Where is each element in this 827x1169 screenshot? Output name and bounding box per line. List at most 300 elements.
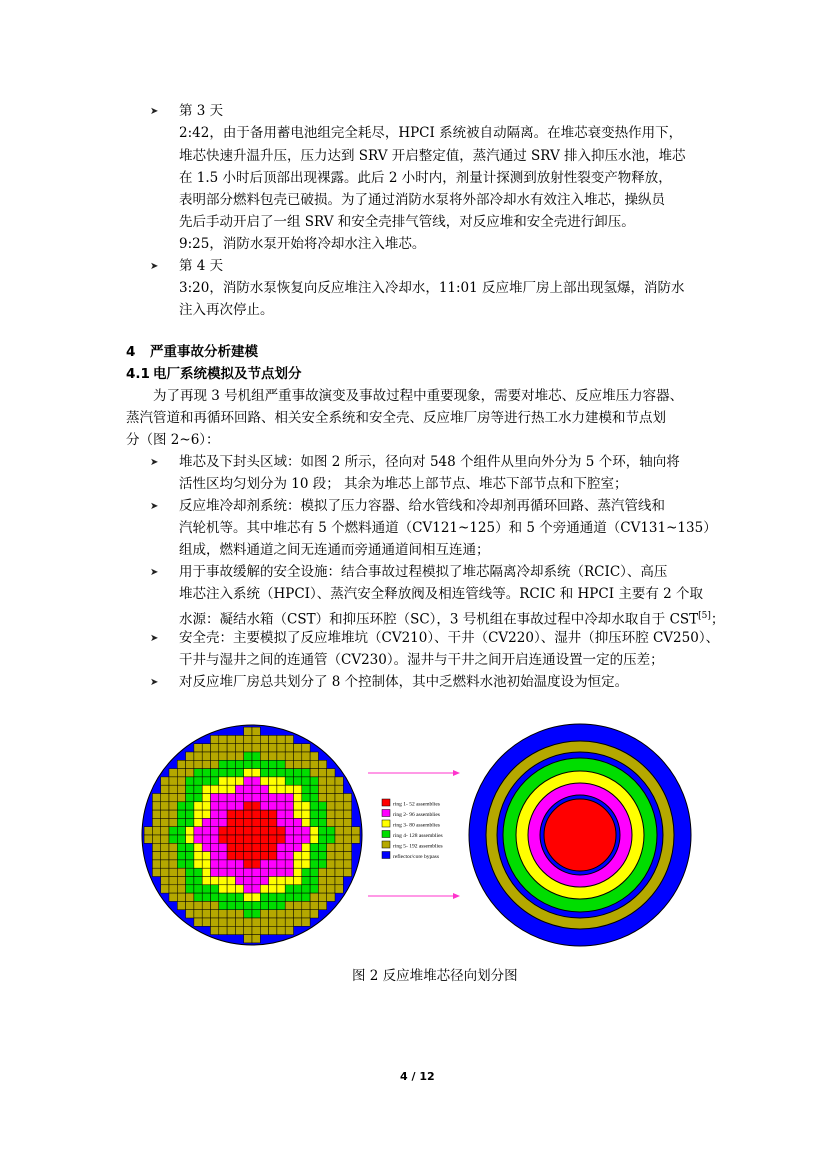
assembly-cell bbox=[177, 901, 185, 909]
assembly-cell bbox=[177, 785, 185, 793]
assembly-cell bbox=[252, 901, 260, 909]
assembly-cell bbox=[235, 777, 243, 785]
assembly-cell bbox=[194, 860, 202, 868]
assembly-cell bbox=[211, 760, 219, 768]
assembly-cell bbox=[202, 827, 210, 835]
assembly-cell bbox=[177, 868, 185, 876]
assembly-cell bbox=[219, 843, 227, 851]
assembly-cell bbox=[252, 893, 260, 901]
bullet-marker: ➤ bbox=[150, 677, 159, 688]
legend-swatch bbox=[382, 831, 390, 838]
assembly-cell bbox=[260, 910, 268, 918]
assembly-cell bbox=[310, 893, 318, 901]
bullet-3-line-1: 用于事故缓解的安全设施：结合事故过程模拟了堆芯隔离冷却系统（RCIC）、高压 bbox=[179, 564, 668, 580]
bullet-marker: ➤ bbox=[150, 106, 159, 117]
assembly-cell bbox=[161, 868, 169, 876]
assembly-cell bbox=[310, 877, 318, 885]
assembly-cell bbox=[194, 835, 202, 843]
assembly-cell bbox=[152, 868, 160, 876]
assembly-cell bbox=[211, 769, 219, 777]
assembly-cell bbox=[310, 752, 318, 760]
assembly-cell bbox=[211, 752, 219, 760]
assembly-cell bbox=[219, 735, 227, 743]
assembly-cell bbox=[260, 835, 268, 843]
assembly-cell bbox=[294, 918, 302, 926]
bullet-2-line-1: 反应堆冷却剂系统：模拟了压力容器、给水管线和冷却剂再循环回路、蒸汽管线和 bbox=[179, 498, 665, 514]
bullet-2-line-3: 组成，燃料通道之间无连通而旁通通道间相互连通； bbox=[179, 542, 490, 558]
assembly-cell bbox=[260, 926, 268, 934]
assembly-cell bbox=[202, 760, 210, 768]
assembly-cell bbox=[186, 810, 194, 818]
assembly-cell bbox=[194, 760, 202, 768]
assembly-cell bbox=[169, 818, 177, 826]
assembly-cell bbox=[211, 885, 219, 893]
core-radial-figure bbox=[140, 715, 695, 955]
assembly-cell bbox=[219, 777, 227, 785]
assembly-cell bbox=[227, 818, 235, 826]
assembly-cell bbox=[269, 769, 277, 777]
assembly-cell bbox=[285, 885, 293, 893]
assembly-cell bbox=[211, 877, 219, 885]
assembly-cell bbox=[294, 760, 302, 768]
assembly-cell bbox=[219, 760, 227, 768]
assembly-cell bbox=[169, 810, 177, 818]
assembly-cell bbox=[252, 868, 260, 876]
assembly-cell bbox=[335, 860, 343, 868]
assembly-cell bbox=[285, 893, 293, 901]
assembly-cell bbox=[235, 893, 243, 901]
assembly-cell bbox=[277, 794, 285, 802]
assembly-cell bbox=[335, 835, 343, 843]
assembly-cell bbox=[227, 852, 235, 860]
assembly-cell bbox=[186, 910, 194, 918]
bullet-5-line-1: 对反应堆厂房总共划分了 8 个控制体，其中乏燃料水池初始温度设为恒定。 bbox=[179, 674, 629, 690]
assembly-cell bbox=[227, 802, 235, 810]
assembly-cell bbox=[152, 794, 160, 802]
assembly-cell bbox=[252, 727, 260, 735]
assembly-cell bbox=[269, 752, 277, 760]
assembly-cell bbox=[235, 852, 243, 860]
assembly-cell bbox=[302, 860, 310, 868]
assembly-cell bbox=[310, 769, 318, 777]
assembly-cell bbox=[202, 901, 210, 909]
assembly-cell bbox=[244, 893, 252, 901]
assembly-cell bbox=[194, 744, 202, 752]
assembly-cell bbox=[285, 802, 293, 810]
assembly-cell bbox=[227, 877, 235, 885]
day4-label: 第 4 天 bbox=[179, 258, 224, 274]
assembly-cell bbox=[260, 760, 268, 768]
assembly-cell bbox=[177, 885, 185, 893]
assembly-cell bbox=[294, 852, 302, 860]
assembly-cell bbox=[194, 810, 202, 818]
assembly-cell bbox=[219, 752, 227, 760]
assembly-cell bbox=[260, 868, 268, 876]
assembly-cell bbox=[169, 868, 177, 876]
assembly-cell bbox=[186, 868, 194, 876]
assembly-cell bbox=[327, 818, 335, 826]
intro-line-1: 为了再现 3 号机组严重事故演变及事故过程中重要现象，需要对堆芯、反应堆压力容器、 bbox=[153, 388, 684, 404]
assembly-cell bbox=[161, 852, 169, 860]
assembly-cell bbox=[235, 827, 243, 835]
assembly-cell bbox=[227, 910, 235, 918]
assembly-cell bbox=[211, 860, 219, 868]
assembly-cell bbox=[177, 877, 185, 885]
assembly-cell bbox=[310, 760, 318, 768]
assembly-cell bbox=[244, 868, 252, 876]
legend-label: ring 2- 96 assemblies bbox=[393, 812, 440, 818]
assembly-cell bbox=[260, 810, 268, 818]
assembly-cell bbox=[335, 885, 343, 893]
assembly-cell bbox=[186, 760, 194, 768]
assembly-cell bbox=[302, 810, 310, 818]
arrow-top-head bbox=[453, 770, 460, 776]
assembly-cell bbox=[277, 860, 285, 868]
assembly-cell bbox=[318, 877, 326, 885]
assembly-cell bbox=[219, 785, 227, 793]
assembly-cell bbox=[260, 769, 268, 777]
assembly-cell bbox=[227, 926, 235, 934]
assembly-cell bbox=[194, 893, 202, 901]
assembly-cell bbox=[202, 810, 210, 818]
assembly-cell bbox=[335, 777, 343, 785]
assembly-cell bbox=[169, 777, 177, 785]
assembly-cell bbox=[310, 910, 318, 918]
assembly-cell bbox=[327, 893, 335, 901]
assembly-cell bbox=[252, 769, 260, 777]
assembly-cell bbox=[335, 868, 343, 876]
section-4-1-number: 4.1 bbox=[126, 366, 150, 382]
assembly-cell bbox=[219, 868, 227, 876]
assembly-cell bbox=[285, 860, 293, 868]
assembly-cell bbox=[235, 752, 243, 760]
assembly-cell bbox=[194, 918, 202, 926]
assembly-cell bbox=[277, 735, 285, 743]
assembly-cell bbox=[318, 794, 326, 802]
assembly-cell bbox=[260, 827, 268, 835]
assembly-cell bbox=[227, 885, 235, 893]
assembly-cell bbox=[202, 818, 210, 826]
assembly-cell bbox=[252, 777, 260, 785]
assembly-cell bbox=[227, 918, 235, 926]
assembly-cell bbox=[219, 877, 227, 885]
figure-legend bbox=[382, 799, 443, 860]
assembly-cell bbox=[169, 794, 177, 802]
assembly-cell bbox=[302, 901, 310, 909]
assembly-cell bbox=[244, 769, 252, 777]
figure-caption: 图 2 反应堆堆芯径向划分图 bbox=[352, 968, 518, 984]
assembly-cell bbox=[227, 769, 235, 777]
assembly-cell bbox=[194, 910, 202, 918]
assembly-cell bbox=[285, 744, 293, 752]
assembly-cell bbox=[285, 901, 293, 909]
assembly-cell bbox=[343, 827, 351, 835]
assembly-cell bbox=[310, 818, 318, 826]
assembly-cell bbox=[177, 860, 185, 868]
assembly-cell bbox=[202, 744, 210, 752]
assembly-cell bbox=[211, 802, 219, 810]
assembly-cell bbox=[144, 827, 152, 835]
assembly-cell bbox=[318, 818, 326, 826]
assembly-cell bbox=[211, 777, 219, 785]
assembly-cell bbox=[277, 752, 285, 760]
assembly-cell bbox=[177, 810, 185, 818]
intro-line-3: 分（图 2~6）： bbox=[126, 432, 220, 448]
arrow-bottom-head bbox=[453, 893, 460, 899]
assembly-cell bbox=[169, 860, 177, 868]
assembly-cell bbox=[302, 885, 310, 893]
ring-1 bbox=[544, 799, 616, 871]
assembly-cell bbox=[219, 885, 227, 893]
assembly-cell bbox=[260, 777, 268, 785]
assembly-cell bbox=[277, 802, 285, 810]
assembly-cell bbox=[186, 818, 194, 826]
assembly-cell bbox=[227, 835, 235, 843]
assembly-cell bbox=[343, 802, 351, 810]
legend-swatch bbox=[382, 841, 390, 848]
assembly-cell bbox=[211, 735, 219, 743]
assembly-cell bbox=[194, 785, 202, 793]
assembly-cell bbox=[227, 760, 235, 768]
assembly-cell bbox=[194, 827, 202, 835]
assembly-cell bbox=[252, 926, 260, 934]
assembly-cell bbox=[244, 860, 252, 868]
assembly-cell bbox=[186, 752, 194, 760]
assembly-cell bbox=[235, 744, 243, 752]
assembly-cell bbox=[252, 885, 260, 893]
assembly-cell bbox=[252, 910, 260, 918]
legend-label: ring 5- 192 assemblies bbox=[393, 843, 443, 850]
assembly-cell bbox=[277, 901, 285, 909]
assembly-cell bbox=[219, 926, 227, 934]
assembly-cell bbox=[285, 818, 293, 826]
assembly-cell bbox=[235, 885, 243, 893]
assembly-cell bbox=[302, 818, 310, 826]
assembly-cell bbox=[177, 760, 185, 768]
assembly-cell bbox=[310, 827, 318, 835]
assembly-cell bbox=[244, 818, 252, 826]
assembly-cell bbox=[327, 877, 335, 885]
assembly-cell bbox=[219, 860, 227, 868]
assembly-cell bbox=[310, 852, 318, 860]
assembly-cell bbox=[202, 918, 210, 926]
assembly-cell bbox=[327, 885, 335, 893]
assembly-cell bbox=[244, 885, 252, 893]
assembly-cell bbox=[310, 885, 318, 893]
assembly-cell bbox=[318, 769, 326, 777]
assembly-cell bbox=[335, 802, 343, 810]
assembly-cell bbox=[252, 935, 260, 943]
assembly-cell bbox=[260, 893, 268, 901]
assembly-cell bbox=[318, 785, 326, 793]
assembly-cell bbox=[219, 835, 227, 843]
assembly-cell bbox=[335, 794, 343, 802]
assembly-cell bbox=[211, 827, 219, 835]
assembly-cell bbox=[177, 794, 185, 802]
assembly-cell bbox=[302, 918, 310, 926]
assembly-cell bbox=[227, 794, 235, 802]
assembly-cell bbox=[244, 777, 252, 785]
assembly-cell bbox=[169, 843, 177, 851]
citation-5: [5] bbox=[698, 611, 711, 621]
assembly-cell bbox=[169, 827, 177, 835]
assembly-cell bbox=[294, 885, 302, 893]
assembly-cell bbox=[269, 877, 277, 885]
assembly-cell bbox=[211, 744, 219, 752]
assembly-cell bbox=[227, 901, 235, 909]
assembly-cell bbox=[219, 802, 227, 810]
assembly-cell bbox=[211, 893, 219, 901]
assembly-cell bbox=[244, 794, 252, 802]
bullet-2-line-2: 汽轮机等。其中堆芯有 5 个燃料通道（CV121~125）和 5 个旁通通道（CV131~135） bbox=[179, 520, 717, 536]
assembly-cell bbox=[302, 785, 310, 793]
assembly-cell bbox=[211, 843, 219, 851]
section-4-number: 4 bbox=[126, 344, 136, 360]
assembly-cell bbox=[161, 802, 169, 810]
assembly-cell bbox=[252, 852, 260, 860]
assembly-cell bbox=[227, 893, 235, 901]
assembly-cell bbox=[194, 901, 202, 909]
assembly-cell bbox=[294, 835, 302, 843]
assembly-cell bbox=[169, 893, 177, 901]
assembly-cell bbox=[227, 785, 235, 793]
assembly-cell bbox=[343, 852, 351, 860]
assembly-cell bbox=[211, 794, 219, 802]
assembly-cell bbox=[194, 777, 202, 785]
assembly-cell bbox=[285, 760, 293, 768]
assembly-cell bbox=[269, 818, 277, 826]
assembly-cell bbox=[310, 810, 318, 818]
assembly-cell bbox=[144, 835, 152, 843]
assembly-cell bbox=[227, 777, 235, 785]
assembly-cell bbox=[211, 918, 219, 926]
assembly-cell bbox=[186, 885, 194, 893]
assembly-cell bbox=[318, 802, 326, 810]
assembly-cell bbox=[227, 843, 235, 851]
assembly-cell bbox=[343, 868, 351, 876]
assembly-cell bbox=[169, 835, 177, 843]
assembly-cell bbox=[277, 785, 285, 793]
assembly-cell bbox=[343, 794, 351, 802]
assembly-cell bbox=[335, 810, 343, 818]
bullet-marker: ➤ bbox=[150, 261, 159, 272]
assembly-cell bbox=[294, 901, 302, 909]
assembly-cell bbox=[244, 744, 252, 752]
assembly-cell bbox=[277, 843, 285, 851]
assembly-cell bbox=[294, 818, 302, 826]
assembly-cell bbox=[227, 735, 235, 743]
assembly-cell bbox=[277, 827, 285, 835]
assembly-cell bbox=[327, 835, 335, 843]
assembly-cell bbox=[269, 843, 277, 851]
assembly-cell bbox=[186, 785, 194, 793]
assembly-cell bbox=[244, 760, 252, 768]
assembly-cell bbox=[302, 893, 310, 901]
assembly-cell bbox=[294, 868, 302, 876]
assembly-cell bbox=[294, 752, 302, 760]
assembly-cell bbox=[260, 885, 268, 893]
assembly-cell bbox=[285, 794, 293, 802]
assembly-cell bbox=[327, 794, 335, 802]
day3-line-5: 先后手动开启了一组 SRV 和安全壳排气管线，对反应堆和安全壳进行卸压。 bbox=[179, 214, 635, 230]
assembly-cell bbox=[285, 868, 293, 876]
bullet-3-line-2: 堆芯注入系统（HPCI）、蒸汽安全释放阀及相连管线等。RCIC 和 HPCI 主要有 2 个取 bbox=[179, 586, 703, 602]
assembly-cell bbox=[252, 810, 260, 818]
assembly-cell bbox=[177, 835, 185, 843]
assembly-cell bbox=[294, 794, 302, 802]
assembly-cell bbox=[302, 769, 310, 777]
assembly-cell bbox=[335, 852, 343, 860]
assembly-cell bbox=[219, 901, 227, 909]
assembly-cell bbox=[194, 885, 202, 893]
assembly-cell bbox=[211, 868, 219, 876]
assembly-cell bbox=[211, 926, 219, 934]
assembly-cell bbox=[194, 818, 202, 826]
assembly-cell bbox=[252, 752, 260, 760]
assembly-cell bbox=[277, 877, 285, 885]
assembly-cell bbox=[202, 843, 210, 851]
bullet-marker: ➤ bbox=[150, 501, 159, 512]
assembly-cell bbox=[177, 777, 185, 785]
day3-line-4: 表明部分燃料包壳已破损。为了通过消防水泵将外部冷却水有效注入堆芯，操纵员 bbox=[179, 192, 665, 208]
assembly-cell bbox=[227, 827, 235, 835]
assembly-cell bbox=[244, 802, 252, 810]
assembly-cell bbox=[219, 744, 227, 752]
assembly-cell bbox=[235, 926, 243, 934]
section-4-title: 严重事故分析建模 bbox=[150, 344, 258, 360]
assembly-cell bbox=[302, 843, 310, 851]
assembly-cell bbox=[186, 769, 194, 777]
assembly-cell bbox=[318, 893, 326, 901]
assembly-cell bbox=[335, 818, 343, 826]
assembly-cell bbox=[269, 835, 277, 843]
assembly-cell bbox=[302, 835, 310, 843]
assembly-cell bbox=[244, 852, 252, 860]
assembly-cell bbox=[335, 785, 343, 793]
assembly-cell bbox=[260, 744, 268, 752]
assembly-cell bbox=[244, 877, 252, 885]
assembly-cell bbox=[318, 868, 326, 876]
assembly-cell bbox=[260, 785, 268, 793]
assembly-cell bbox=[352, 827, 360, 835]
assembly-cell bbox=[260, 843, 268, 851]
assembly-cell bbox=[202, 777, 210, 785]
assembly-cell bbox=[161, 777, 169, 785]
ring-diagram bbox=[469, 724, 691, 946]
assembly-cell bbox=[252, 735, 260, 743]
assembly-cell bbox=[202, 893, 210, 901]
day3-line-6: 9:25，消防水泵开始将冷却水注入堆芯。 bbox=[179, 236, 426, 252]
assembly-cell bbox=[161, 785, 169, 793]
assembly-cell bbox=[302, 802, 310, 810]
assembly-cell bbox=[318, 852, 326, 860]
assembly-cell bbox=[302, 852, 310, 860]
assembly-cell bbox=[194, 877, 202, 885]
assembly-cell bbox=[318, 777, 326, 785]
assembly-cell bbox=[269, 852, 277, 860]
assembly-cell bbox=[269, 893, 277, 901]
assembly-cell bbox=[194, 794, 202, 802]
assembly-cell bbox=[269, 926, 277, 934]
assembly-cell bbox=[302, 910, 310, 918]
assembly-cell bbox=[244, 752, 252, 760]
assembly-cell bbox=[260, 918, 268, 926]
bullet-marker: ➤ bbox=[150, 567, 159, 578]
assembly-cell bbox=[310, 835, 318, 843]
assembly-cell bbox=[244, 901, 252, 909]
assembly-cell bbox=[294, 910, 302, 918]
assembly-cell bbox=[327, 785, 335, 793]
